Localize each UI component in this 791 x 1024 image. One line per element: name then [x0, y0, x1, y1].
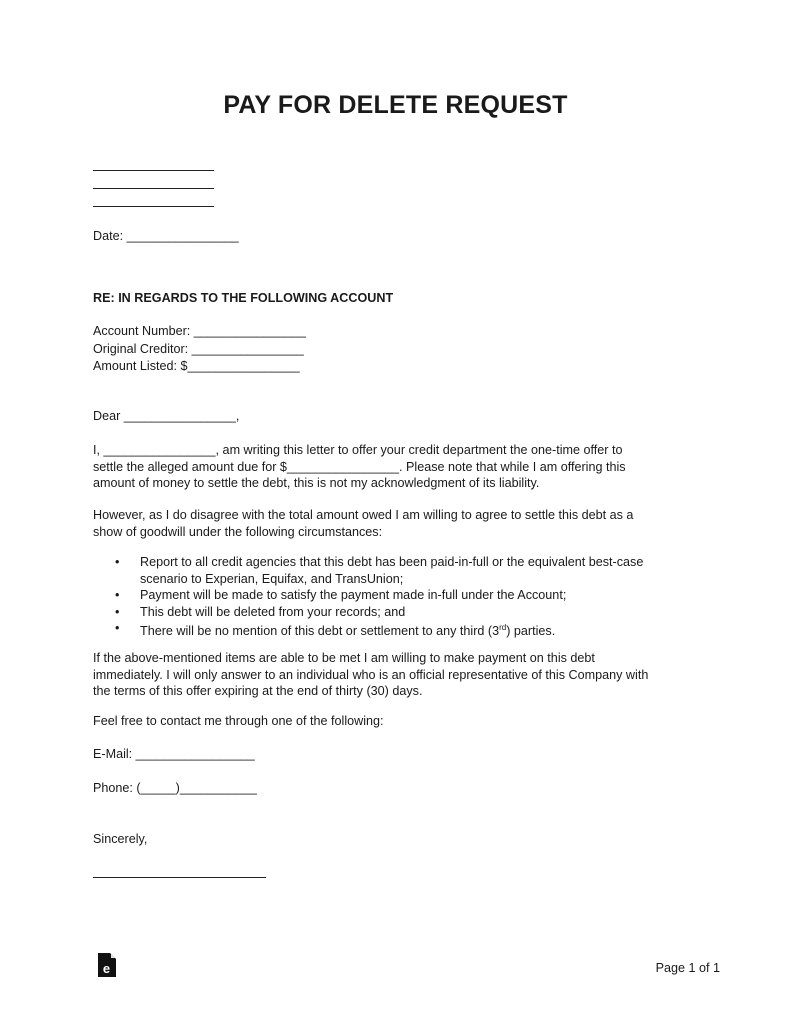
conditions-list	[93, 554, 643, 640]
paragraph-line: amount of money to settle the debt, this is not my acknowledgment of its liability.	[93, 476, 540, 490]
paragraph-offer	[93, 442, 713, 492]
paragraph-line: show of goodwill under the following circumstances:	[93, 524, 383, 539]
account-number-line: Account Number: ________________	[93, 324, 306, 338]
paragraph-line: However, as I do disagree with the total amount owed I am willing to agree to settle this debt as a	[93, 508, 634, 522]
list-item-text-start: There will be no mention of this debt or settlement to any third (3	[140, 624, 500, 639]
list-item	[93, 554, 643, 587]
list-item-text: scenario to Experian, Equifax, and TransUnion;	[140, 571, 404, 586]
paragraph-line: I, ________________, am writing this letter to offer your credit department the one-time offer to	[93, 443, 623, 457]
eforms-logo-icon	[97, 953, 117, 977]
ordinal-suffix: rd	[499, 623, 507, 632]
original-creditor-line: Original Creditor: ________________	[93, 342, 304, 356]
document-title: PAY FOR DELETE REQUEST	[223, 91, 568, 119]
list-item-text: Payment will be made to satisfy the payment made in-full under the Account;	[140, 588, 567, 602]
list-item-text-end: ) parties.	[506, 624, 556, 639]
re-heading: RE: IN REGARDS TO THE FOLLOWING ACCOUNT	[93, 291, 394, 305]
paragraph-line: If the above-mentioned items are able to be met I am willing to make payment on this debt	[93, 651, 595, 665]
paragraph-terms	[93, 650, 713, 700]
paragraph-line: settle the alleged amount due for $________________. Please note that while I am offering this	[93, 459, 626, 474]
list-item-text: This debt will be deleted from your records; and	[140, 604, 406, 619]
list-item-text	[140, 620, 643, 640]
phone-line: Phone: (_____)___________	[93, 781, 257, 795]
bullet-icon: •	[115, 604, 120, 619]
list-item	[93, 620, 643, 640]
paragraph-goodwill	[93, 507, 713, 540]
date-line: Date: ________________	[93, 229, 239, 243]
email-line: E-Mail: _________________	[93, 747, 255, 761]
signature-line	[93, 877, 266, 878]
amount-listed-line: Amount Listed: $________________	[93, 359, 300, 373]
list-item-text: Report to all credit agencies that this debt has been paid-in-full or the equivalent best-case	[140, 555, 644, 569]
bullet-icon: •	[115, 588, 120, 602]
bullet-icon: •	[115, 621, 120, 635]
contact-intro: Feel free to contact me through one of the following:	[93, 714, 384, 728]
address-line-1	[93, 170, 214, 171]
svg-text:e: e	[102, 961, 111, 976]
paragraph-line: immediately. I will only answer to an individual who is an official representative of this Company with	[93, 667, 649, 682]
paragraph-line: the terms of this offer expiring at the end of thirty (30) days.	[93, 684, 423, 698]
page-number: Page 1 of 1	[655, 961, 720, 975]
list-item	[93, 604, 643, 621]
address-line-2	[93, 188, 214, 189]
salutation: Dear ________________,	[93, 409, 240, 423]
list-item	[93, 587, 643, 604]
closing: Sincerely,	[93, 832, 148, 846]
bullet-icon: •	[115, 555, 120, 569]
address-line-3	[93, 206, 214, 207]
